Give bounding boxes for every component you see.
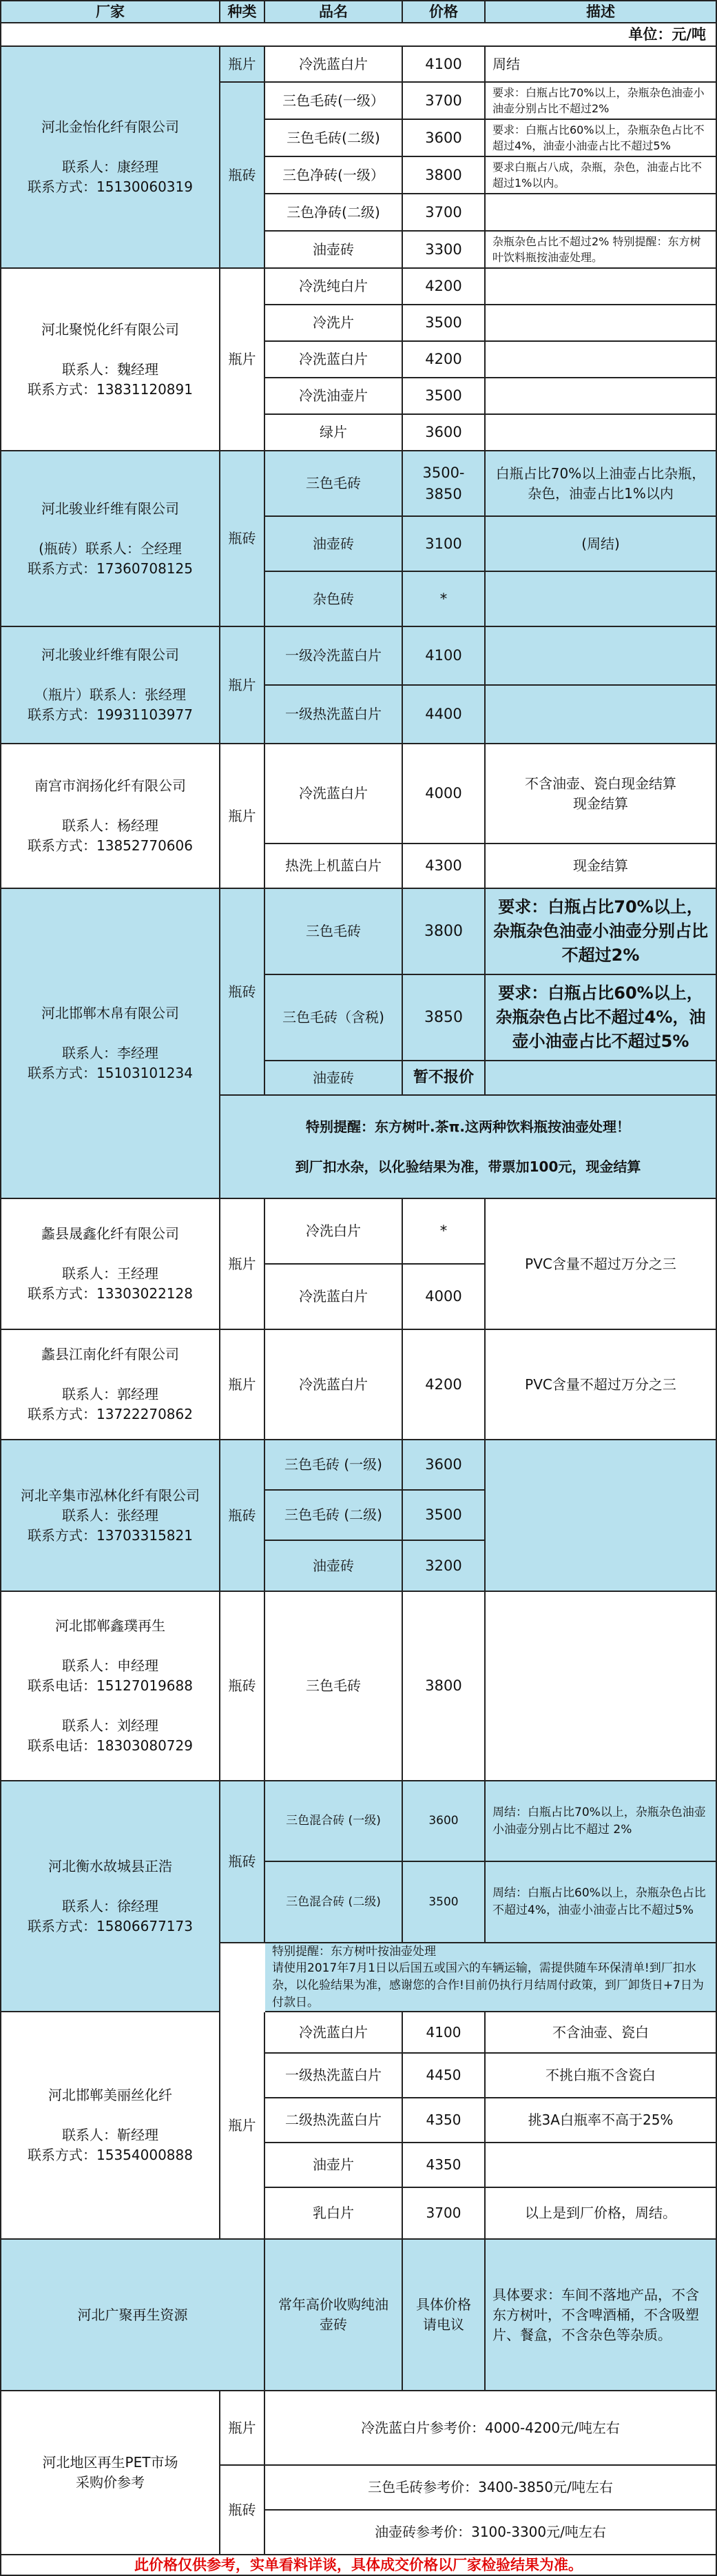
price-cell: 3600: [403, 415, 486, 451]
header-factory: 厂家: [0, 0, 220, 23]
price-cell: 3600: [403, 1440, 486, 1491]
header-desc: 描述: [486, 0, 717, 23]
product-cell: 油壶片: [265, 2143, 403, 2188]
price-cell: 具体价格请电议: [403, 2240, 486, 2391]
desc-cell: [486, 1440, 717, 1592]
factory-cell: 河北邯郸鑫璞再生 联系人：申经理 联系电话：15127019688 联系人：刘经理 联系电话：18303080729: [0, 1592, 220, 1781]
footer-disclaimer: 此价格仅供参考，实单看料详谈，具体成交价格以厂家检验结果为准。: [0, 2555, 717, 2576]
type-cell: 瓶片: [220, 1330, 265, 1440]
type-cell: 瓶砖: [220, 889, 265, 1096]
type-cell: 瓶砖: [220, 451, 265, 627]
product-cell: 冷洗片: [265, 305, 403, 342]
product-cell: 冷洗纯白片: [265, 269, 403, 305]
product-cell: 冷洗蓝白片: [265, 1330, 403, 1440]
price-cell: 3500: [403, 1491, 486, 1541]
product-cell: 油壶砖: [265, 232, 403, 269]
factory-cell: 河北辛集市泓林化纤有限公司 联系人：张经理 联系方式：13703315821: [0, 1440, 220, 1592]
desc-cell: 周结：白瓶占比60%以上，杂瓶杂色占比不超过4%，油壶小油壶占比不超过5%: [486, 1862, 717, 1943]
product-cell: 冷洗蓝白片: [265, 1265, 403, 1330]
price-cell: 4100: [403, 47, 486, 83]
type-cell: 瓶片: [220, 2012, 265, 2240]
price-cell: 4350: [403, 2143, 486, 2188]
product-cell: 常年高价收购纯油壶砖: [265, 2240, 403, 2391]
desc-cell: 周结: [486, 47, 717, 83]
product-cell: 油壶砖: [265, 517, 403, 572]
product-cell: 一级冷洗蓝白片: [265, 627, 403, 686]
price-cell: 3700: [403, 83, 486, 120]
price-cell: 4000: [403, 744, 486, 844]
product-cell: 冷洗蓝白片: [265, 2012, 403, 2054]
header-product: 品名: [265, 0, 403, 23]
product-cell: 绿片: [265, 415, 403, 451]
type-cell: 瓶砖: [220, 1440, 265, 1592]
desc-cell: [486, 305, 717, 342]
price-cell: 3500: [403, 305, 486, 342]
desc-cell: [486, 1061, 717, 1096]
price-cell: 4200: [403, 342, 486, 378]
desc-cell: 具体要求：车间不落地产品，不含东方树叶，不含啤酒桶，不含吸塑片、餐盒，不含杂色等杂质。: [486, 2240, 717, 2391]
price-cell: 4450: [403, 2054, 486, 2098]
desc-cell: [486, 572, 717, 627]
type-cell: 瓶砖: [220, 1781, 265, 1943]
price-cell: *: [403, 572, 486, 627]
factory-cell: 河北骏业纤维有限公司 （瓶片）联系人：张经理 联系方式：19931103977: [0, 627, 220, 744]
factory-cell: 河北邯郸木帛有限公司 联系人：李经理 联系方式：15103101234: [0, 889, 220, 1199]
price-cell: 3700: [403, 2188, 486, 2240]
desc-cell: 白瓶占比70%以上油壶占比杂瓶，杂色，油壶占比1%以内: [486, 451, 717, 517]
price-cell: 4000: [403, 1265, 486, 1330]
price-cell: 4200: [403, 269, 486, 305]
price-cell: 4100: [403, 2012, 486, 2054]
type-cell: 瓶片: [220, 269, 265, 451]
factory-cell: 河北邯郸美丽丝化纤 联系人：靳经理 联系方式：15354000888: [0, 2012, 220, 2240]
product-cell: 三色净砖(二级): [265, 194, 403, 232]
product-cell: 三色净砖(一级）: [265, 157, 403, 194]
factory-cell: 河北骏业纤维有限公司 (瓶砖）联系人：仝经理 联系方式：17360708125: [0, 451, 220, 627]
type-cell: 瓶片: [220, 2391, 265, 2466]
price-cell: 暂不报价: [403, 1061, 486, 1096]
desc-cell: [486, 2143, 717, 2188]
product-cell: 热洗上机蓝白片: [265, 844, 403, 889]
price-cell: 4200: [403, 1330, 486, 1440]
type-cell: 瓶片: [220, 744, 265, 889]
factory-cell: 南宫市润扬化纤有限公司 联系人：杨经理 联系方式：13852770606: [0, 744, 220, 889]
product-cell: 冷洗油壶片: [265, 378, 403, 415]
product-cell: 三色混合砖 (二级): [265, 1862, 403, 1943]
unit-label: 单位：元/吨: [0, 23, 717, 47]
desc-cell: 要求：白瓶占比70%以上，杂瓶杂色油壶小油壶分别占比不超过2%: [486, 889, 717, 975]
product-cell: 三色混合砖 (一级): [265, 1781, 403, 1862]
type-cell: 瓶砖: [220, 2466, 265, 2555]
price-cell: 3700: [403, 194, 486, 232]
reference-price: 油壶砖参考价：3100-3300元/吨左右: [265, 2511, 717, 2555]
product-cell: 三色毛砖 (二级): [265, 1491, 403, 1541]
product-cell: 三色毛砖: [265, 451, 403, 517]
desc-cell: 要求：白瓶占比60%以上，杂瓶杂色占比不超过4%，油壶小油壶占比不超过5%: [486, 975, 717, 1061]
product-cell: 冷洗蓝白片: [265, 744, 403, 844]
desc-cell: 挑3A白瓶率不高于25%: [486, 2098, 717, 2143]
product-cell: 冷洗蓝白片: [265, 342, 403, 378]
reference-price: 冷洗蓝白片参考价：4000-4200元/吨左右: [265, 2391, 717, 2466]
price-cell: 3600: [403, 1781, 486, 1862]
factory-cell: 河北聚悦化纤有限公司 联系人：魏经理 联系方式：13831120891: [0, 269, 220, 451]
desc-cell: 周结：白瓶占比70%以上，杂瓶杂色油壶小油壶分别占比不超过 2%: [486, 1781, 717, 1862]
desc-cell: 不含油壶、瓷白: [486, 2012, 717, 2054]
price-cell: 3500: [403, 1862, 486, 1943]
price-cell: 4350: [403, 2098, 486, 2143]
desc-cell: 要求：白瓶占比60%以上，杂瓶杂色占比不超过4%，油壶小油壶占比不超过5%: [486, 120, 717, 157]
price-cell: 3200: [403, 1541, 486, 1592]
desc-cell: [486, 627, 717, 686]
product-cell: 乳白片: [265, 2188, 403, 2240]
type-cell: 瓶砖: [220, 83, 265, 269]
desc-cell: 以上是到厂价格，周结。: [486, 2188, 717, 2240]
product-cell: 油壶砖: [265, 1541, 403, 1592]
desc-cell: 要求：白瓶占比70%以上，杂瓶杂色油壶小油壶分别占比不超过2%: [486, 83, 717, 120]
product-cell: 冷洗白片: [265, 1199, 403, 1265]
product-cell: 三色毛砖 (一级): [265, 1440, 403, 1491]
note-cell: 特别提醒：东方树叶按油壶处理 请使用2017年7月1日以后国五或国六的车辆运输，需提供随车环保清单!到厂扣水杂，以化验结果为准，感谢您的合作!目前仍执行月结周付政策，到厂卸货日+7日为付款日。: [265, 1943, 717, 2012]
factory-cell: 蠡县晟鑫化纤有限公司 联系人：王经理 联系方式：13303022128: [0, 1199, 220, 1330]
price-cell: 4400: [403, 686, 486, 744]
product-cell: 二级热洗蓝白片: [265, 2098, 403, 2143]
product-cell: 一级热洗蓝白片: [265, 2054, 403, 2098]
factory-cell: 河北广聚再生资源: [0, 2240, 265, 2391]
desc-cell: 不含油壶、瓷白现金结算 现金结算: [486, 744, 717, 844]
price-cell: 3300: [403, 232, 486, 269]
factory-cell: 河北地区再生PET市场 采购价参考: [0, 2391, 220, 2555]
product-cell: 一级热洗蓝白片: [265, 686, 403, 744]
product-cell: 油壶砖: [265, 1061, 403, 1096]
desc-cell: PVC含量不超过万分之三: [486, 1330, 717, 1440]
product-cell: 三色毛砖: [265, 1592, 403, 1781]
factory-cell: 蠡县江南化纤有限公司 联系人：郭经理 联系方式：13722270862: [0, 1330, 220, 1440]
desc-cell: [486, 342, 717, 378]
product-cell: 三色毛砖: [265, 889, 403, 975]
desc-cell: [486, 1592, 717, 1781]
price-cell: 3800: [403, 1592, 486, 1781]
product-cell: 杂色砖: [265, 572, 403, 627]
desc-cell: [486, 378, 717, 415]
desc-cell: 杂瓶杂色占比不超过2% 特别提醒：东方树叶饮料瓶按油壶处理。: [486, 232, 717, 269]
type-cell: 瓶砖: [220, 1592, 265, 1781]
price-cell: *: [403, 1199, 486, 1265]
price-cell: 3500-3850: [403, 451, 486, 517]
desc-cell: PVC含量不超过万分之三: [486, 1199, 717, 1330]
price-cell: 4300: [403, 844, 486, 889]
desc-cell: 不挑白瓶不含瓷白: [486, 2054, 717, 2098]
reference-price: 三色毛砖参考价：3400-3850元/吨左右: [265, 2466, 717, 2511]
desc-cell: [486, 269, 717, 305]
type-cell: 瓶片: [220, 1199, 265, 1330]
desc-cell: [486, 686, 717, 744]
factory-cell: 河北衡水故城县正浩 联系人：徐经理 联系方式：15806677173: [0, 1781, 220, 2012]
product-cell: 冷洗蓝白片: [265, 47, 403, 83]
type-cell: 瓶片: [220, 627, 265, 744]
product-cell: 三色毛砖(二级): [265, 120, 403, 157]
desc-cell: [486, 415, 717, 451]
price-cell: 3600: [403, 120, 486, 157]
desc-cell: [486, 194, 717, 232]
desc-cell: 要求白瓶占八成，杂瓶，杂色，油壶占比不超过1%以内。: [486, 157, 717, 194]
price-cell: 3850: [403, 975, 486, 1061]
price-cell: 3800: [403, 157, 486, 194]
desc-cell: (周结): [486, 517, 717, 572]
desc-cell: 现金结算: [486, 844, 717, 889]
price-cell: 4100: [403, 627, 486, 686]
header-price: 价格: [403, 0, 486, 23]
header-type: 种类: [220, 0, 265, 23]
product-cell: 三色毛砖(一级）: [265, 83, 403, 120]
price-cell: 3500: [403, 378, 486, 415]
product-cell: 三色毛砖（含税): [265, 975, 403, 1061]
note-cell: 特别提醒：东方树叶.茶π.这两种饮料瓶按油壶处理！ 到厂扣水杂，以化验结果为准，带票加100元，现金结算: [220, 1096, 717, 1199]
price-cell: 3100: [403, 517, 486, 572]
factory-cell: 河北金怡化纤有限公司 联系人：康经理 联系方式：15130060319: [0, 47, 220, 269]
type-cell: 瓶片: [220, 47, 265, 83]
price-cell: 3800: [403, 889, 486, 975]
